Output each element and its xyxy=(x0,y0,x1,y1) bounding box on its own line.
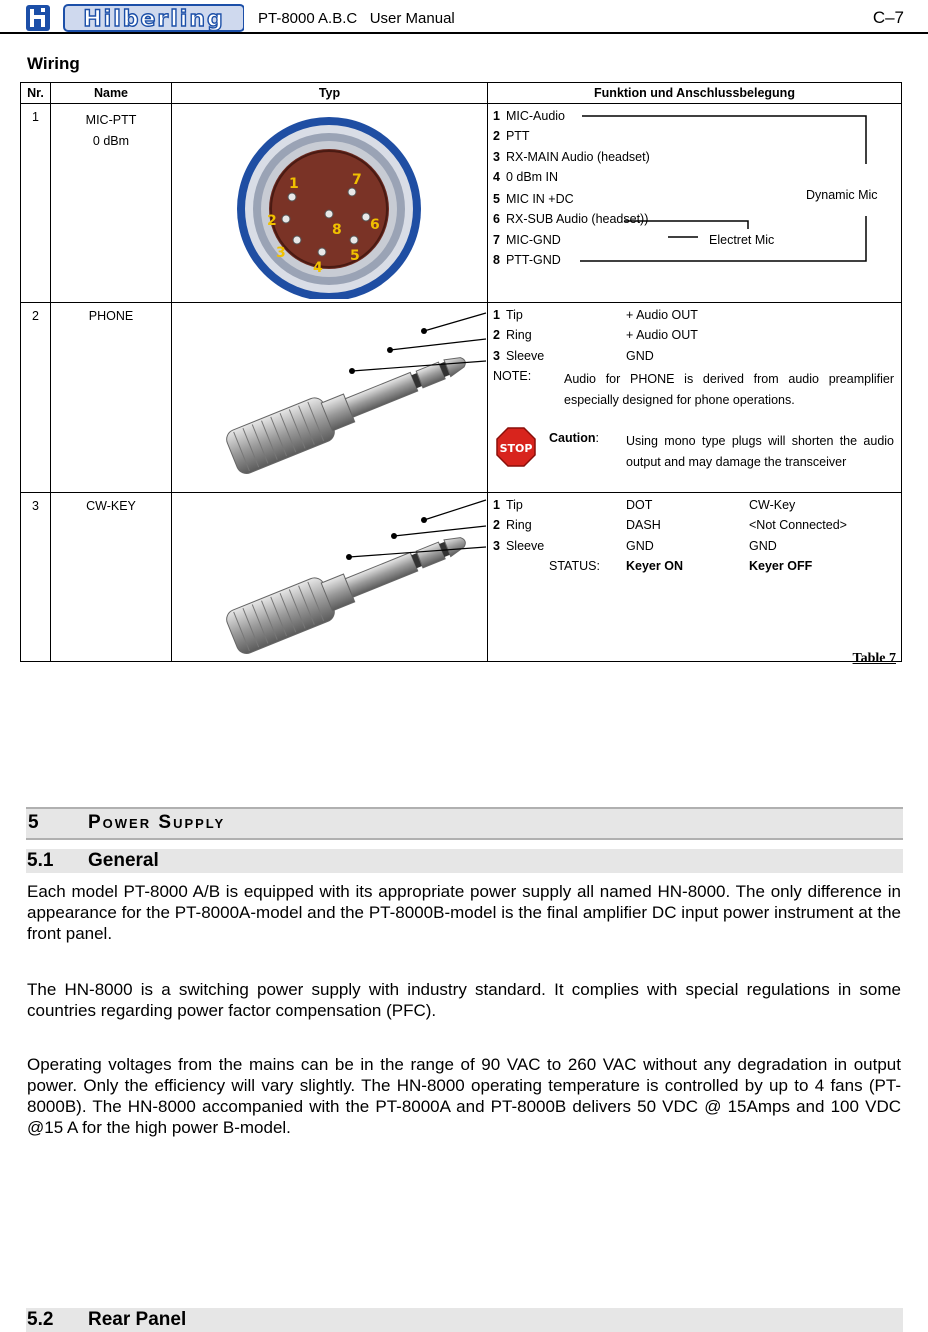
pin-line: 5 MIC IN +DC xyxy=(493,192,574,206)
page-number: C–7 xyxy=(872,8,904,27)
pin-line: 1 MIC-Audio xyxy=(493,109,565,123)
table-caption[interactable]: Table 7 xyxy=(852,651,896,666)
pin-line: 3 Sleeve GND xyxy=(493,349,654,363)
phone-plug-image xyxy=(172,303,488,489)
section-title: Power Supply xyxy=(88,812,226,833)
row1-name-cell xyxy=(51,104,172,303)
pin-line: 4 0 dBm IN xyxy=(493,170,559,184)
header-rule xyxy=(0,32,928,34)
hilberling-logo xyxy=(26,3,244,33)
subsection-title: General xyxy=(88,850,159,871)
pin-label: 6 xyxy=(370,217,380,233)
row1-name: MIC-PTT xyxy=(85,113,137,127)
row3-plug-cell xyxy=(172,493,488,662)
header-function: Funktion und Anschlussbelegung xyxy=(488,83,902,104)
note-label: NOTE: xyxy=(493,369,532,383)
dynamic-mic-label: Dynamic Mic xyxy=(806,188,878,202)
header-name: Name xyxy=(51,83,172,104)
table-row xyxy=(21,303,902,493)
subsection-number: 5.2 xyxy=(27,1309,54,1330)
stop-sign-text: STOP xyxy=(499,442,533,455)
subsection-number: 5.1 xyxy=(27,850,54,871)
logo-wordmark: Hilberling xyxy=(83,7,225,32)
row3-function-cell xyxy=(488,493,902,662)
pin-label: 4 xyxy=(313,260,323,276)
wiring-label: Wiring xyxy=(27,54,80,73)
row3-name: CW-KEY xyxy=(51,493,172,662)
document-title: PT-8000 A.B.C User Manual xyxy=(258,10,455,27)
electret-mic-label: Electret Mic xyxy=(709,233,775,247)
header-typ: Typ xyxy=(172,83,488,104)
status-keyer-off: Keyer OFF xyxy=(749,559,813,573)
table-row xyxy=(21,104,902,303)
pin-line: 8 PTT-GND xyxy=(493,253,561,267)
table-header-row xyxy=(21,83,902,104)
cw-key-plug-image xyxy=(172,493,488,658)
pin-label: 2 xyxy=(267,213,277,229)
mic-connector-image xyxy=(172,104,488,299)
row2-plug-cell xyxy=(172,303,488,493)
pin-line: 2 Ring DASH <Not Connected> xyxy=(493,518,847,532)
row1-connector-cell xyxy=(172,104,488,303)
pin-line: 1 Tip DOT CW-Key xyxy=(493,498,796,512)
stop-sign-icon xyxy=(496,427,536,467)
row1-nr: 1 xyxy=(21,104,51,303)
paragraph: Operating voltages from the mains can be in the range of 90 VAC to 260 VAC without any degradation in output power. Only the efficiency will vary slightly. The HN-8000 operating temperature is controlled by up to 4 fans (PT-8000B). The HN-8000 accompanied with the PT-8000A and PT-8000B delivers 50 VDC @ 15Amps and 100 VDC @15 A for the high power B-model. xyxy=(27,1055,901,1137)
caution-label: Caution: xyxy=(549,431,600,445)
pin-label: 5 xyxy=(350,248,360,264)
row1-function-cell xyxy=(488,104,902,303)
wiring-table xyxy=(20,82,902,662)
caution-text: Using mono type plugs will shorten the audio output and may damage the transceiver xyxy=(626,434,894,469)
pin-label: 8 xyxy=(332,222,342,238)
pin-label: 3 xyxy=(276,245,286,261)
pin-line: 2 PTT xyxy=(493,129,530,143)
pin-line: 1 Tip + Audio OUT xyxy=(493,308,698,322)
header-nr: Nr. xyxy=(21,83,51,104)
note-text: Audio for PHONE is derived from audio preamplifier especially designed for phone operations. xyxy=(564,372,894,407)
pin-line: 6 RX-SUB Audio (headset)) xyxy=(493,212,649,226)
row2-function-cell xyxy=(488,303,902,493)
row3-nr: 3 xyxy=(21,493,51,662)
row2-nr: 2 xyxy=(21,303,51,493)
pin-line: 2 Ring + Audio OUT xyxy=(493,328,698,342)
pin-line: 3 RX-MAIN Audio (headset) xyxy=(493,150,650,164)
pin-line: 7 MIC-GND xyxy=(493,233,561,247)
paragraph: The HN-8000 is a switching power supply with industry standard. It complies with special regulations in some countries regarding power factor compensation (PFC). xyxy=(27,980,901,1020)
status-label: STATUS: xyxy=(549,559,600,573)
table-row xyxy=(21,493,902,662)
row2-name: PHONE xyxy=(51,303,172,493)
pin-line: 3 Sleeve GND GND xyxy=(493,539,777,553)
row1-sub: 0 dBm xyxy=(92,134,130,148)
pin-label: 1 xyxy=(289,176,299,192)
pin-label: 7 xyxy=(352,172,362,188)
status-keyer-on: Keyer ON xyxy=(626,559,683,573)
paragraph: Each model PT-8000 A/B is equipped with its appropriate power supply all named HN-8000. The only difference in appearance for the PT-8000A-model and the PT-8000B-model is the final amplifier DC input power instrument at the front panel. xyxy=(27,882,901,943)
section-number: 5 xyxy=(28,812,40,833)
subsection-title: Rear Panel xyxy=(88,1309,187,1330)
